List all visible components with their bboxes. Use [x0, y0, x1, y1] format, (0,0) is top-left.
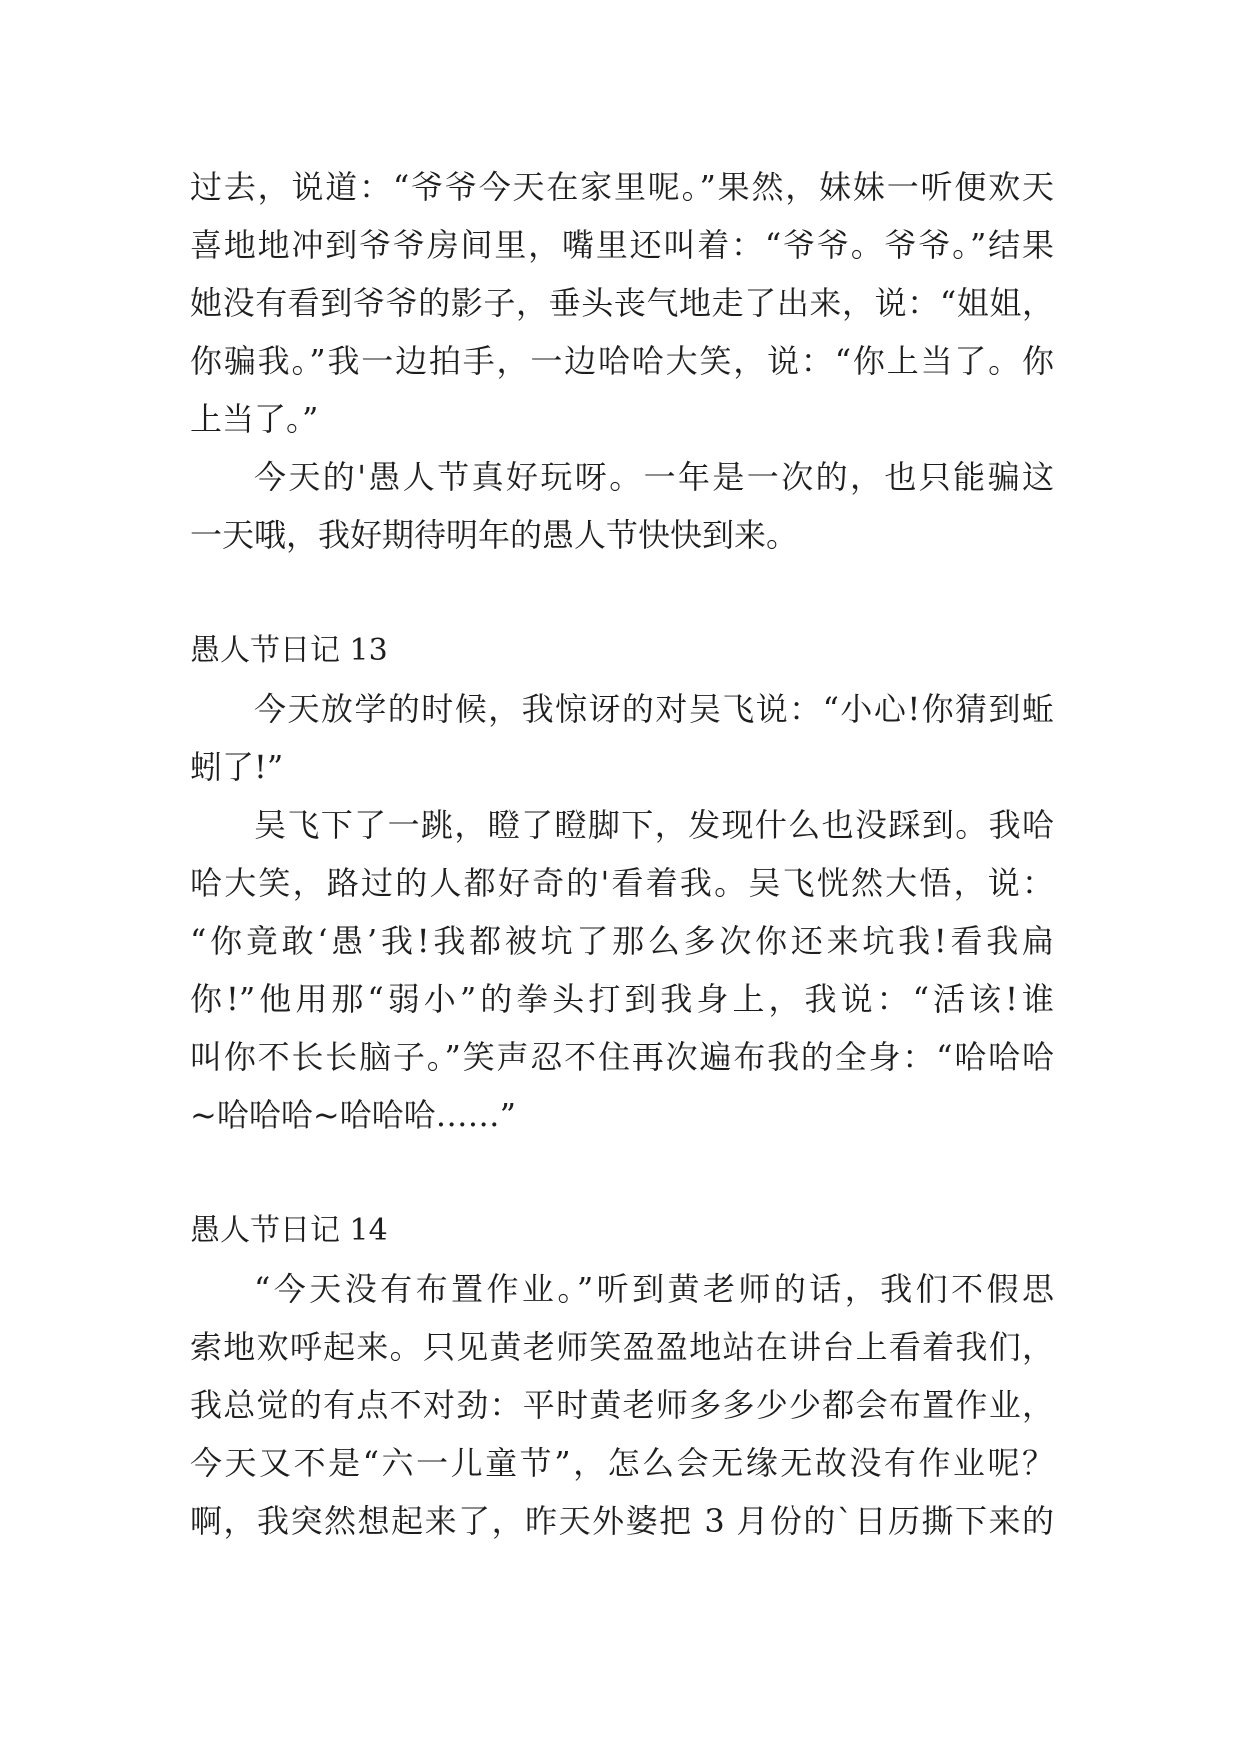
text-line: 今天的'愚人节真好玩呀。一年是一次的，也只能骗这 — [254, 458, 1054, 496]
text-line: 今天放学的时候，我惊讶的对吴飞说：“小心!你猜到蚯 — [254, 690, 1054, 728]
text-line: ~哈哈哈~哈哈哈……” — [190, 1096, 516, 1134]
text-line: “今天没有布置作业。”听到黄老师的话，我们不假思 — [254, 1270, 1054, 1308]
text-line: 你!”他用那“弱小”的拳头打到我身上，我说：“活该!谁 — [190, 980, 1054, 1018]
text-line: 啊，我突然想起来了，昨天外婆把 3 月份的`日历撕下来的 — [190, 1502, 1054, 1540]
section-spacer — [190, 1144, 1054, 1202]
entry-13-title: 愚人节日记 13 — [190, 633, 388, 668]
text-line: 上当了。” — [190, 400, 319, 438]
text-line: 哈大笑，路过的人都好奇的'看着我。吴飞恍然大悟，说： — [190, 864, 1054, 902]
section-spacer — [190, 564, 1054, 622]
text-line: 吴飞下了一跳，瞪了瞪脚下，发现什么也没踩到。我哈 — [254, 806, 1054, 844]
text-line: 她没有看到爷爷的影子，垂头丧气地走了出来，说：“姐姐， — [190, 284, 1054, 322]
text-line: “你竟敢‘愚’我!我都被坑了那么多次你还来坑我!看我扁 — [190, 922, 1054, 960]
document-body — [190, 158, 1054, 1550]
text-line: 叫你不长长脑子。”笑声忍不住再次遍布我的全身：“哈哈哈 — [190, 1038, 1054, 1076]
text-line: 我总觉的有点不对劲：平时黄老师多多少少都会布置作业， — [190, 1386, 1054, 1424]
text-line: 索地欢呼起来。只见黄老师笑盈盈地站在讲台上看着我们， — [190, 1328, 1054, 1366]
text-line: 蚓了!” — [190, 748, 284, 786]
text-line: 喜地地冲到爷爷房间里，嘴里还叫着：“爷爷。爷爷。”结果 — [190, 226, 1054, 264]
text-line: 你骗我。”我一边拍手，一边哈哈大笑，说：“你上当了。你 — [190, 342, 1054, 380]
text-line: 过去，说道：“爷爷今天在家里呢。”果然，妹妹一听便欢天 — [190, 168, 1054, 206]
entry-14-title: 愚人节日记 14 — [190, 1213, 388, 1248]
text-line: 今天又不是“六一儿童节”，怎么会无缘无故没有作业呢？ — [190, 1444, 1054, 1482]
text-line: 一天哦，我好期待明年的愚人节快快到来。 — [190, 516, 799, 554]
